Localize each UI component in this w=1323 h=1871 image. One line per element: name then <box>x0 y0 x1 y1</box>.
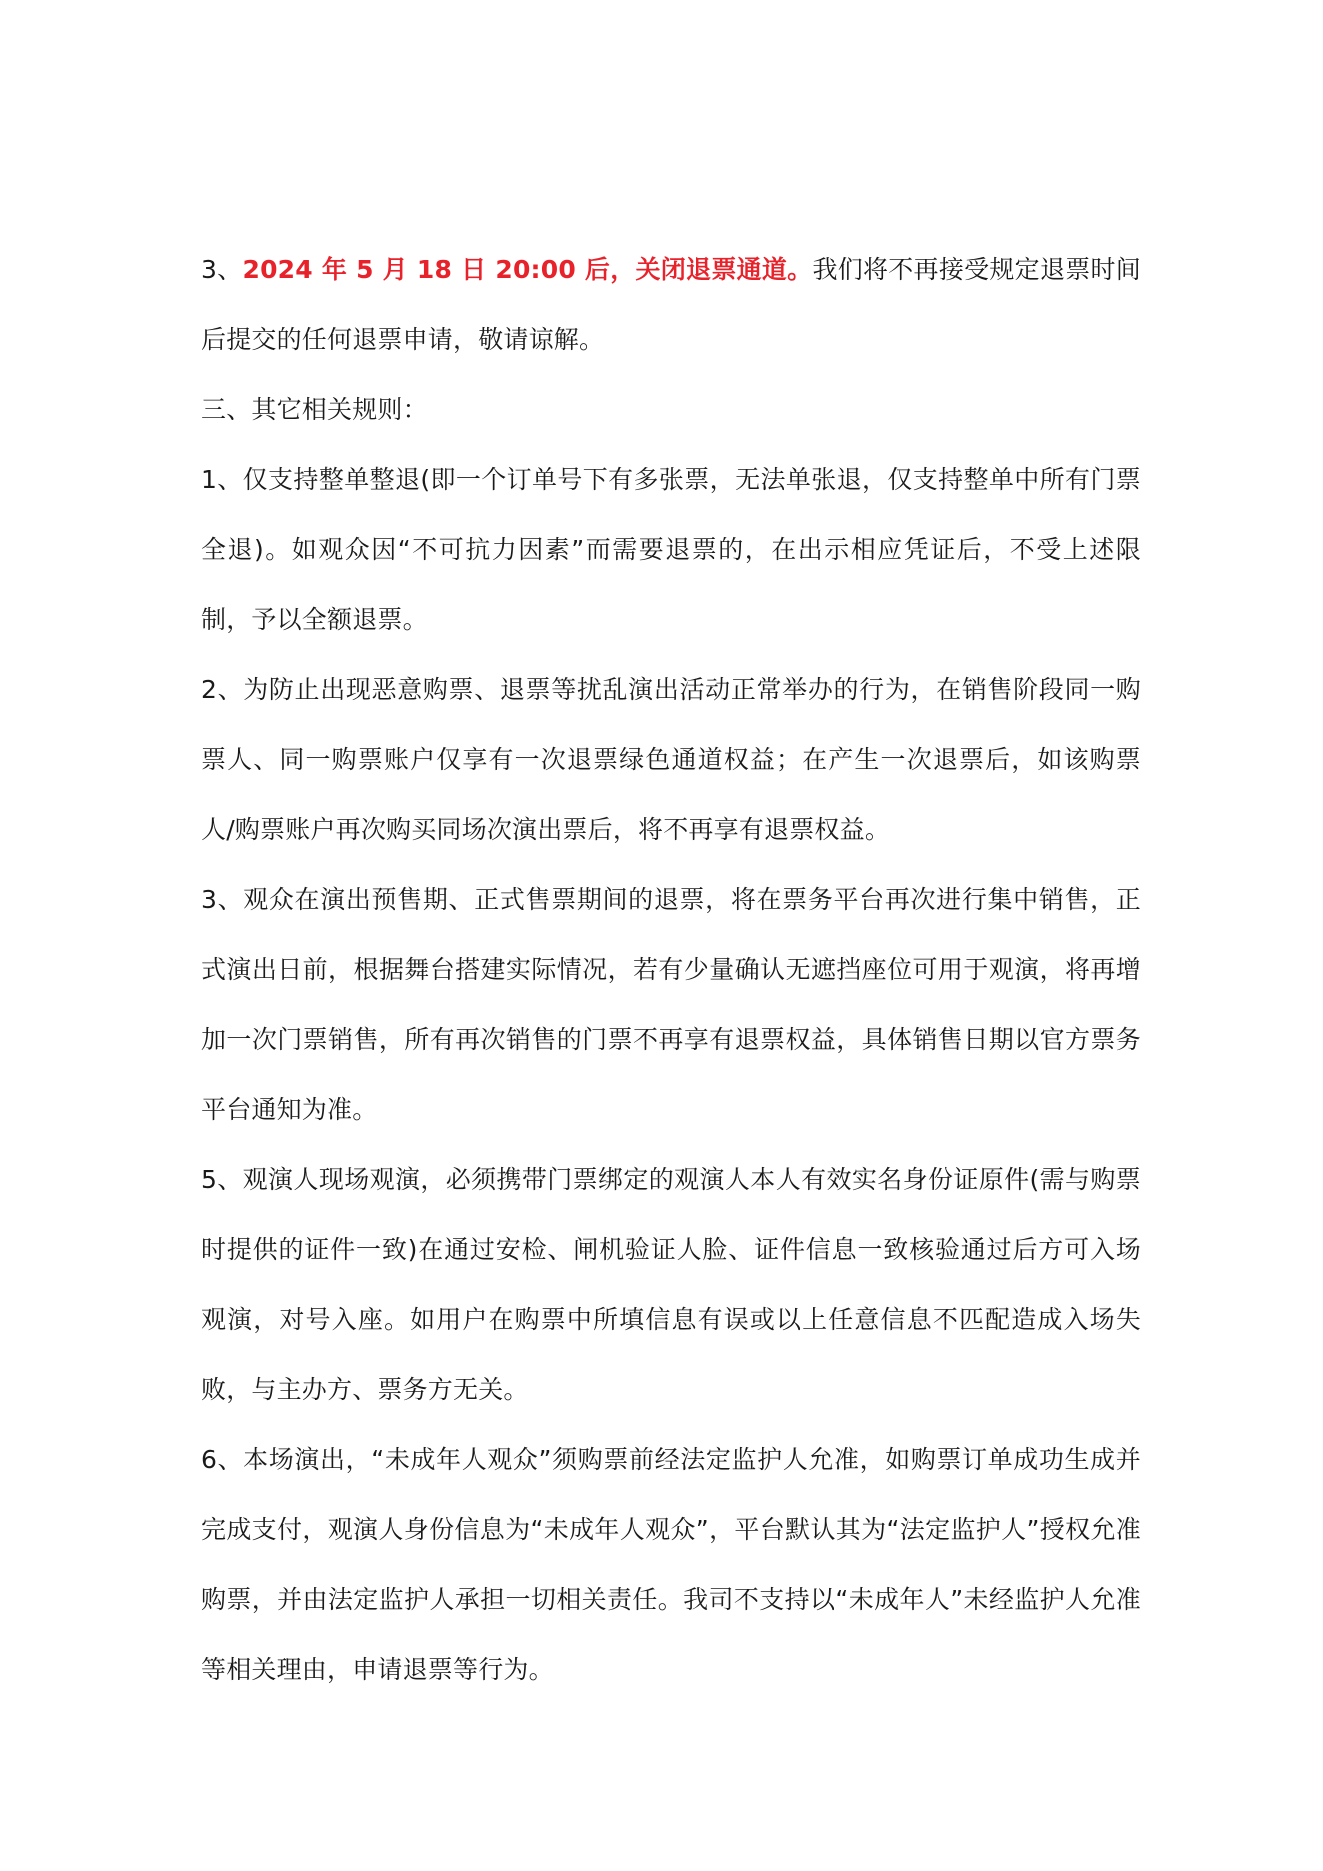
refund-deadline-text: 我们将不再接受规定退票时间后提交的任何退票申请，敬请谅解。 <box>201 255 1141 354</box>
paragraph-rule-2: 2、为防止出现恶意购票、退票等扰乱演出活动正常举办的行为，在销售阶段同一购票人、同一购票账户仅享有一次退票绿色通道权益；在产生一次退票后，如该购票人/购票账户再次购买同场次演出票后，将不再享有退票权益。 <box>201 675 1141 844</box>
paragraph-rule-5: 5、观演人现场观演，必须携带门票绑定的观演人本人有效实名身份证原件(需与购票时提供的证件一致)在通过安检、闸机验证人脸、证件信息一致核验通过后方可入场观演，对号入座。如用户在购票中所填信息有误或以上任意信息不匹配造成入场失败，与主办方、票务方无关。 <box>201 1165 1141 1404</box>
section-heading: 三、其它相关规则： <box>201 395 428 424</box>
paragraph-rule-1: 1、仅支持整单整退(即一个订单号下有多张票，无法单张退，仅支持整单中所有门票全退)。如观众因“不可抗力因素”而需要退票的，在出示相应凭证后，不受上述限制，予以全额退票。 <box>201 465 1141 634</box>
refund-deadline-highlight: 2024 年 5 月 18 日 20:00 后，关闭退票通道。 <box>242 255 813 284</box>
item-number: 3、 <box>201 255 243 284</box>
document-body <box>201 235 1141 1705</box>
paragraph-rule-3: 3、观众在演出预售期、正式售票期间的退票，将在票务平台再次进行集中销售，正式演出日前，根据舞台搭建实际情况，若有少量确认无遮挡座位可用于观演，将再增加一次门票销售，所有再次销售的门票不再享有退票权益，具体销售日期以官方票务平台通知为准。 <box>201 885 1141 1124</box>
paragraph-refund-deadline <box>201 235 1141 375</box>
paragraph-rule-6: 6、本场演出，“未成年人观众”须购票前经法定监护人允准，如购票订单成功生成并完成支付，观演人身份信息为“未成年人观众”，平台默认其为“法定监护人”授权允准购票，并由法定监护人承担一切相关责任。我司不支持以“未成年人”未经监护人允准等相关理由，申请退票等行为。 <box>201 1445 1141 1684</box>
